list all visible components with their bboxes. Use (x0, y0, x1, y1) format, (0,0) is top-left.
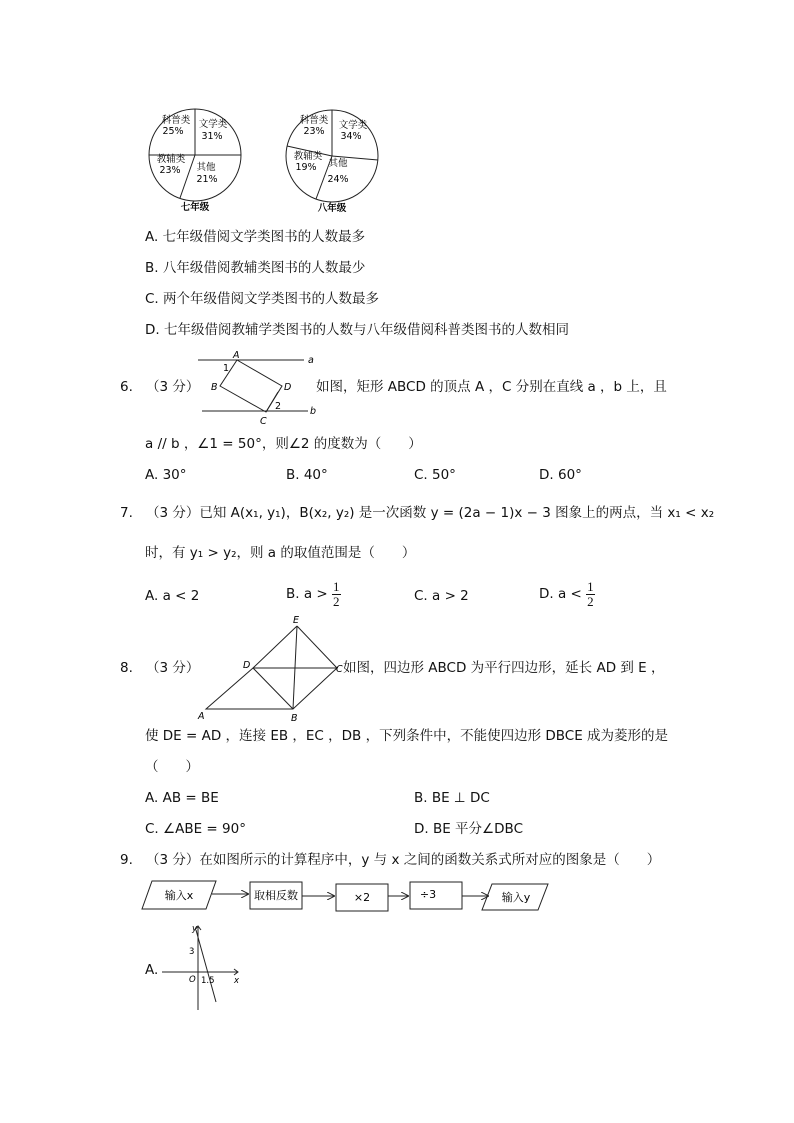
q9-option-a-graph (158, 922, 248, 1014)
q8-stem-line3: （ ） (145, 759, 199, 775)
q8-figure-parallelogram (195, 612, 355, 724)
q7-option-b (286, 580, 341, 608)
q9-graph-x-intercept: 1.5 (201, 976, 215, 986)
q7-option-b-frac-den: 2 (333, 593, 340, 609)
q9-graph-x-label: x (234, 976, 240, 986)
q7-stem-line1: （3 分）已知 A(x₁, y₁)，B(x₂, y₂) 是一次函数 y = (2a − 1)x − 3 图象上的两点，当 x₁ < x₂ (146, 505, 715, 521)
q9-stem: （3 分）在如图所示的计算程序中，y 与 x 之间的函数关系式所对应的图象是（ ） (146, 852, 661, 868)
pie7-kepu-pct: 25% (162, 126, 184, 137)
q7-option-b-fraction (332, 580, 341, 608)
pie7-qita-pct: 21% (196, 174, 218, 185)
q9-flowchart (140, 876, 570, 918)
q6-number: 6. (120, 379, 133, 395)
q9-graph-y-intercept: 3 (189, 947, 195, 957)
q5-option-c: C. 两个年级借阅文学类图书的人数最多 (145, 291, 380, 307)
q8-label-d-point: D (243, 660, 251, 671)
q8-option-b: B. BE ⊥ DC (414, 790, 490, 806)
q9-flow-input-x: 输入x (164, 889, 194, 902)
q7-option-a: A. a < 2 (145, 588, 200, 604)
pie7-label: 七年级 (180, 202, 210, 213)
q6-option-d: D. 60° (539, 467, 582, 483)
q7-option-d-frac-den: 2 (587, 593, 594, 609)
q7-option-d-frac-num: 1 (587, 579, 594, 594)
q6-label-line-a: a (308, 355, 314, 366)
q7-option-b-text: B. a > (286, 586, 328, 603)
q8-number: 8. (120, 660, 133, 676)
q8-label-a-point: A (198, 711, 205, 722)
q8-option-c: C. ∠ABE = 90° (145, 821, 246, 837)
q9-flow-divide3: ÷3 (419, 888, 437, 901)
q7-option-d-text: D. a < (539, 586, 582, 603)
q6-label-d-point: D (284, 382, 292, 393)
q9-number: 9. (120, 852, 133, 868)
q9-flow-output-y: 输入y (501, 891, 531, 904)
q8-stem-line2: 使 DE = AD ，连接 EB ，EC ，DB ，下列条件中，不能使四边形 DBCE 成为菱形的是 (145, 728, 669, 744)
q7-option-b-frac-num: 1 (333, 579, 340, 594)
q7-option-d-fraction (586, 580, 595, 608)
pie7-wenxue-pct: 31% (201, 131, 223, 142)
pie7-jiaofu-pct: 23% (159, 165, 181, 176)
q5-option-d: D. 七年级借阅教辅学类图书的人数与八年级借阅科普类图书的人数相同 (145, 322, 569, 338)
q7-option-d (539, 580, 595, 608)
q6-label-angle1: 1 (223, 363, 230, 374)
q6-stem-line1: 如图，矩形 ABCD 的顶点 A ，C 分别在直线 a ，b 上，且 (316, 379, 667, 395)
q8-score: （3 分） (146, 660, 200, 676)
q8-stem-line1: 如图，四边形 ABCD 为平行四边形，延长 AD 到 E ， (343, 660, 665, 676)
q6-label-c-point: C (260, 416, 267, 427)
q9-option-a-label: A. (145, 962, 159, 978)
pie8-jiaofu-name: 教辅类 (293, 151, 323, 162)
pie8-kepu-name: 科普类 (299, 115, 329, 126)
q6-option-a: A. 30° (145, 467, 187, 483)
q6-stem-line2: a // b ，∠1 = 50°，则∠2 的度数为（ ） (145, 436, 422, 452)
pie8-label: 八年级 (317, 203, 347, 214)
q9-flow-negate: 取相反数 (254, 889, 298, 902)
q6-label-b-point: B (211, 382, 218, 393)
q8-label-e-point: E (293, 615, 300, 626)
pie7-jiaofu-name: 教辅类 (156, 154, 186, 165)
q8-option-a: A. AB = BE (145, 790, 219, 806)
pie-chart-grade8 (276, 106, 386, 218)
pie8-qita-pct: 24% (327, 174, 349, 185)
pie8-jiaofu-pct: 19% (295, 162, 317, 173)
q6-label-angle2: 2 (275, 401, 282, 412)
q7-stem-line2: 时，有 y₁ > y₂，则 a 的取值范围是（ ） (145, 545, 416, 561)
q8-label-c-point: C (336, 664, 343, 675)
pie7-qita-name: 其他 (196, 162, 216, 173)
q6-score: （3 分） (146, 379, 200, 395)
pie-chart-grade7 (140, 104, 250, 216)
q8-label-b-point: B (291, 713, 298, 724)
pie8-wenxue-pct: 34% (340, 131, 362, 142)
q7-number: 7. (120, 505, 133, 521)
q5-option-a: A. 七年级借阅文学类图书的人数最多 (145, 229, 366, 245)
q5-option-b: B. 八年级借阅教辅类图书的人数最少 (145, 260, 366, 276)
q9-graph-y-label: y (192, 924, 198, 934)
pie8-kepu-pct: 23% (303, 126, 325, 137)
q9-graph-origin: O (189, 975, 196, 985)
q6-label-line-b: b (310, 406, 317, 417)
q6-option-b: B. 40° (286, 467, 328, 483)
q8-option-d: D. BE 平分∠DBC (414, 821, 524, 837)
q6-label-a-point: A (233, 350, 240, 361)
q6-option-c: C. 50° (414, 467, 456, 483)
q7-option-c: C. a > 2 (414, 588, 469, 604)
pie7-kepu-name: 科普类 (161, 115, 191, 126)
pie8-wenxue-name: 文学类 (338, 120, 368, 131)
q6-figure-rectangle (196, 348, 326, 428)
q9-flow-times2: ×2 (353, 891, 371, 904)
pie7-wenxue-name: 文学类 (198, 119, 228, 130)
pie8-qita-name: 其他 (328, 158, 348, 169)
